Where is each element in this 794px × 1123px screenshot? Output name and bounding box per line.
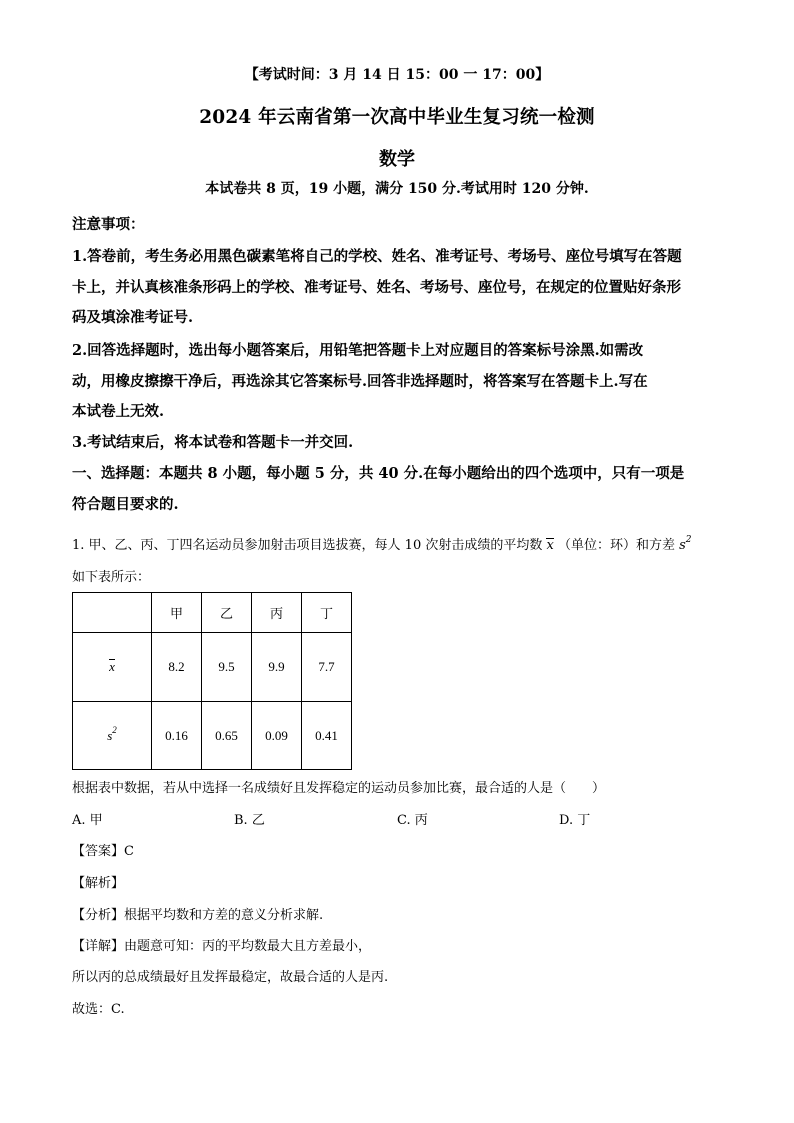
option-a: A. 甲	[72, 813, 103, 828]
question-stem	[72, 534, 692, 553]
table-header-cell: 甲	[152, 593, 202, 633]
table-row-variance	[73, 702, 352, 770]
subject-title: 数学	[379, 149, 415, 170]
table-row-label	[73, 702, 152, 770]
option-c: C. 丙	[397, 813, 428, 828]
solution-detail-line-2: 所以丙的总成绩最好且发挥最稳定，故最合适的人是丙.	[72, 970, 389, 985]
note-1-line-1: 1.答卷前，考生务必用黑色碳素笔将自己的学校、姓名、准考证号、考场号、座位号填写在答题	[72, 248, 682, 265]
table-header-cell: 丁	[302, 593, 352, 633]
question-stem-part-1: 1. 甲、乙、丙、丁四名运动员参加射击项目选拔赛，每人 10 次射击成绩的平均数	[72, 538, 543, 553]
variance-symbol: s	[679, 538, 686, 553]
table-row-mean	[73, 633, 352, 702]
variance-exponent: 2	[112, 724, 117, 735]
question-stem-line-2: 如下表所示：	[72, 570, 151, 585]
option-d: D. 丁	[559, 813, 591, 828]
scores-table	[72, 592, 352, 770]
table-header-cell: 丙	[252, 593, 302, 633]
mean-symbol: x	[109, 659, 115, 674]
table-row-label	[73, 633, 152, 702]
solution-analysis-heading: 【解析】	[72, 876, 125, 891]
note-1-line-2: 卡上，并认真核准条形码上的学校、准考证号、姓名、考场号、座位号，在规定的位置贴好条形	[72, 279, 681, 296]
note-3: 3.考试结束后，将本试卷和答题卡一并交回.	[72, 434, 354, 451]
table-cell: 0.09	[252, 702, 302, 770]
note-1-line-3: 码及填涂准考证号.	[72, 309, 194, 326]
table-cell: 8.2	[152, 633, 202, 702]
question-stem-part-2: （单位：环）和方差	[557, 538, 675, 553]
solution-detail-line-1: 【详解】由题意可知：丙的平均数最大且方差最小，	[72, 939, 372, 954]
table-cell: 7.7	[302, 633, 352, 702]
table-header-row	[73, 593, 352, 633]
page-title: 2024 年云南省第一次高中毕业生复习统一检测	[199, 107, 595, 128]
table-header-cell: 乙	[202, 593, 252, 633]
variance-symbol: s	[107, 727, 113, 743]
note-2-line-1: 2.回答选择题时，选出每小题答案后，用铅笔把答题卡上对应题目的答案标号涂黑.如需改	[72, 342, 644, 359]
section-heading-line-2: 符合题目要求的.	[72, 496, 179, 513]
note-2-line-3: 本试卷上无效.	[72, 403, 165, 420]
variance-exponent: 2	[685, 535, 692, 545]
solution-answer: 【答案】C	[72, 844, 134, 859]
table-cell: 0.65	[202, 702, 252, 770]
table-cell: 0.16	[152, 702, 202, 770]
solution-fenxi: 【分析】根据平均数和方差的意义分析求解.	[72, 908, 324, 923]
table-cell: 9.9	[252, 633, 302, 702]
section-heading-line-1: 一、选择题：本题共 8 小题，每小题 5 分，共 40 分.在每小题给出的四个选项中，只有一项是	[72, 465, 685, 482]
solution-choice: 故选：C.	[72, 1002, 125, 1017]
mean-symbol: x	[546, 538, 554, 553]
table-cell: 9.5	[202, 633, 252, 702]
paper-info: 本试卷共 8 页，19 小题，满分 150 分.考试用时 120 分钟.	[205, 181, 589, 197]
notes-heading: 注意事项：	[72, 216, 145, 233]
table-cell: 0.41	[302, 702, 352, 770]
note-2-line-2: 动，用橡皮擦擦干净后，再选涂其它答案标号.回答非选择题时，将答案写在答题卡上.写在	[72, 373, 648, 390]
option-b: B. 乙	[234, 813, 265, 828]
exam-time: 【考试时间：3 月 14 日 15：00 一 17：00】	[244, 67, 550, 83]
table-header-cell	[73, 593, 152, 633]
question-prompt: 根据表中数据，若从中选择一名成绩好且发挥稳定的运动员参加比赛，最合适的人是（ ）	[72, 781, 606, 796]
